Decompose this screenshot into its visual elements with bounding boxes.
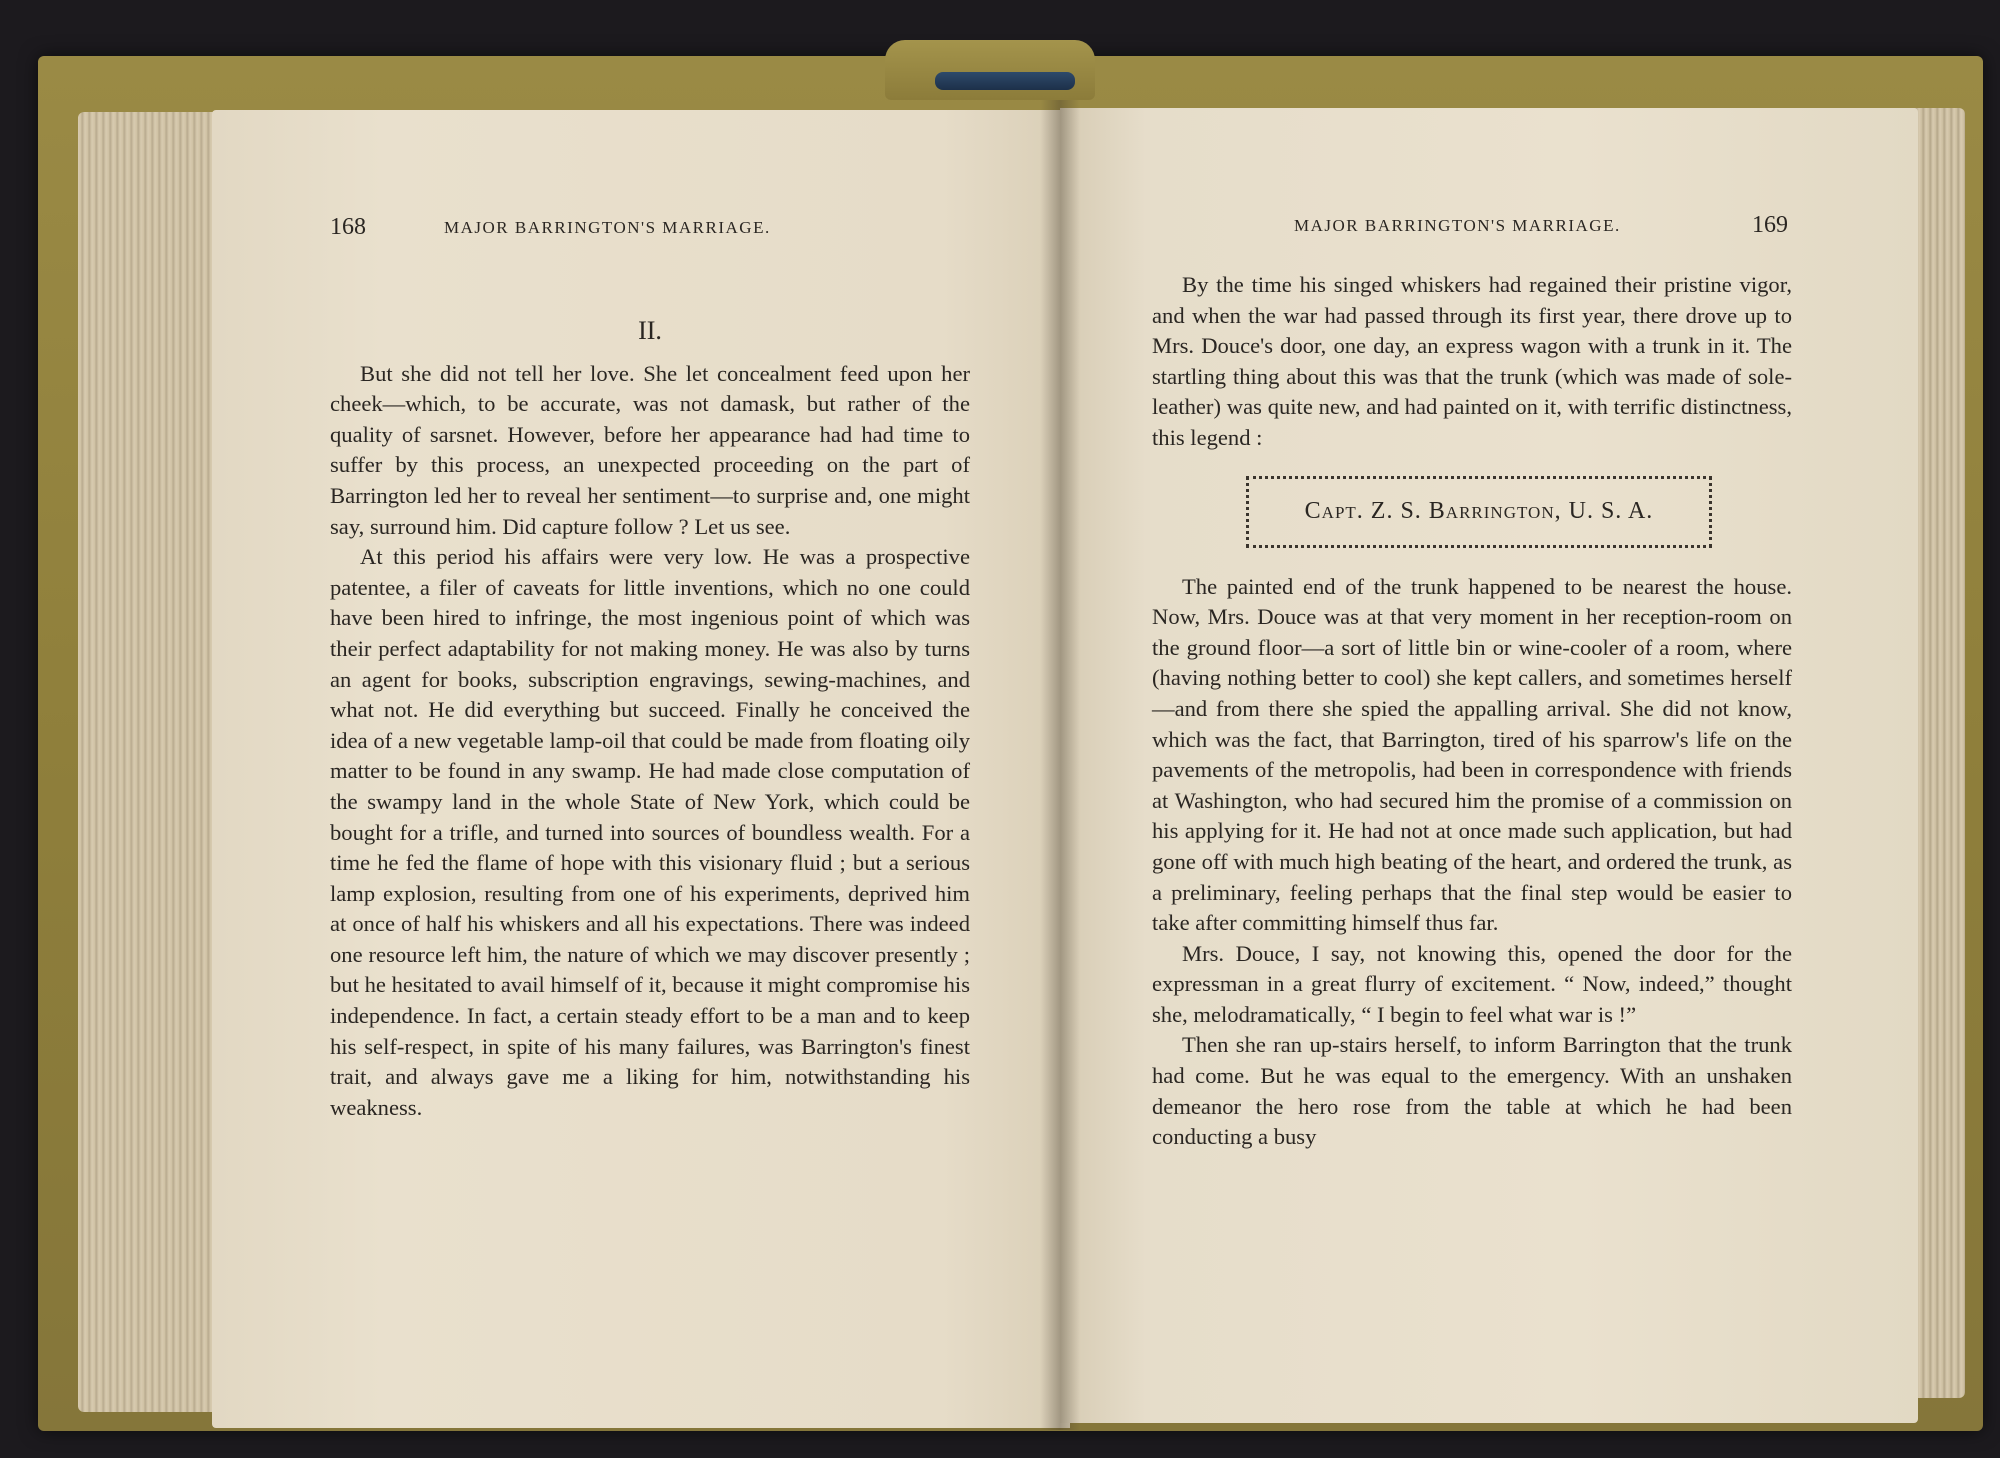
trunk-legend: Capt. Z. S. Barrington, U. S. A. — [1304, 498, 1654, 525]
right-page-number: 169 — [1752, 212, 1788, 238]
left-text-block — [330, 316, 970, 1123]
left-page — [212, 110, 1070, 1428]
left-paragraph-1: But she did not tell her love. She let concealment feed upon her cheek—which, to be accurate, was not damask, but rather of the quality of sarsnet. However, before her appearance had had time to suffer by this process, an unexpected proceeding on the part of Barrington led her to reveal her sentiment—to surprise and, one might say, surround him. Did capture follow ? Let us see. — [330, 360, 970, 539]
right-paragraph-4: Then she ran up-stairs herself, to inform Barrington that the trunk had come. But he was equal to the emergency. With an unshaken demeanor the hero rose from the table at which he had been conducting a busy — [1152, 1032, 1792, 1150]
left-paragraph-2: At this period his affairs were very low. He was a prospective patentee, a filer of caveats for little inventions, which no one could have been hired to infringe, the most ingenious point of which was their perfect adaptability for not making money. He was also by turns an agent for books, subscription engravings, sewing-machines, and what not. He did everything but succeed. Finally he conceived the idea of a new vegetable lamp-oil that could be made from floating oily matter to be found in any swamp. He had made close computation of the swampy land in the whole State of New York, which could be bought for a trifle, and turned into sources of boundless wealth. For a time he fed the flame of hope with this visionary fluid ; but a serious lamp explosion, resulting from one of his experiments, deprived him at once of half his whiskers and all his expectations. There was indeed one resource left him, the nature of which we may discover presently ; but he hesitated to avail himself of it, because it might compromise his independence. In fact, a certain steady effort to be a man and to keep his self-respect, in spite of his many failures, was Barrington's finest trait, and always gave me a liking for him, notwithstanding his weakness. — [330, 544, 970, 1120]
right-text-block — [1152, 270, 1792, 1153]
headband — [935, 72, 1075, 90]
right-paragraph-1: By the time his singed whiskers had regained their pristine vigor, and when the war had passed through its first year, there drove up to Mrs. Douce's door, one day, an express wagon with a trunk in it. The startling thing about this was that the trunk (which was made of sole-leather) was quite new, and had painted on it, with terrific distinctness, this legend : — [1152, 272, 1792, 450]
right-paragraph-3: Mrs. Douce, I say, not knowing this, opened the door for the expressman in a great flurry of excitement. “ Now, indeed,” thought she, melodramatically, “ I begin to feel what war is !” — [1152, 940, 1792, 1027]
right-paragraph-2: The painted end of the trunk happened to be nearest the house. Now, Mrs. Douce was at that very moment in her reception-room on the ground floor—a sort of little bin or wine-cooler of a room, where (having nothing better to cool) she kept callers, and sometimes herself—and from there she spied the appalling arrival. She did not know, which was the fact, that Barrington, tired of his sparrow's life on the pavements of the metropolis, had been in correspondence with friends at Washington, who had secured him the promise of a commission on his applying for it. He had not at once made such application, but had gone off with much high beating of the heart, and ordered the trunk, as a preliminary, feeling perhaps that the final step would be easier to take after committing himself thus far. — [1152, 573, 1792, 936]
left-page-number: 168 — [330, 214, 366, 240]
trunk-legend-box — [1246, 476, 1712, 548]
right-running-head: MAJOR BARRINGTON'S MARRIAGE. — [1294, 216, 1621, 235]
right-page — [1060, 108, 1918, 1423]
page-edges-left — [78, 112, 228, 1412]
left-running-head: MAJOR BARRINGTON'S MARRIAGE. — [444, 218, 771, 237]
section-number: II. — [638, 316, 662, 345]
book-gutter — [1040, 100, 1080, 1430]
book-spine — [885, 40, 1095, 100]
